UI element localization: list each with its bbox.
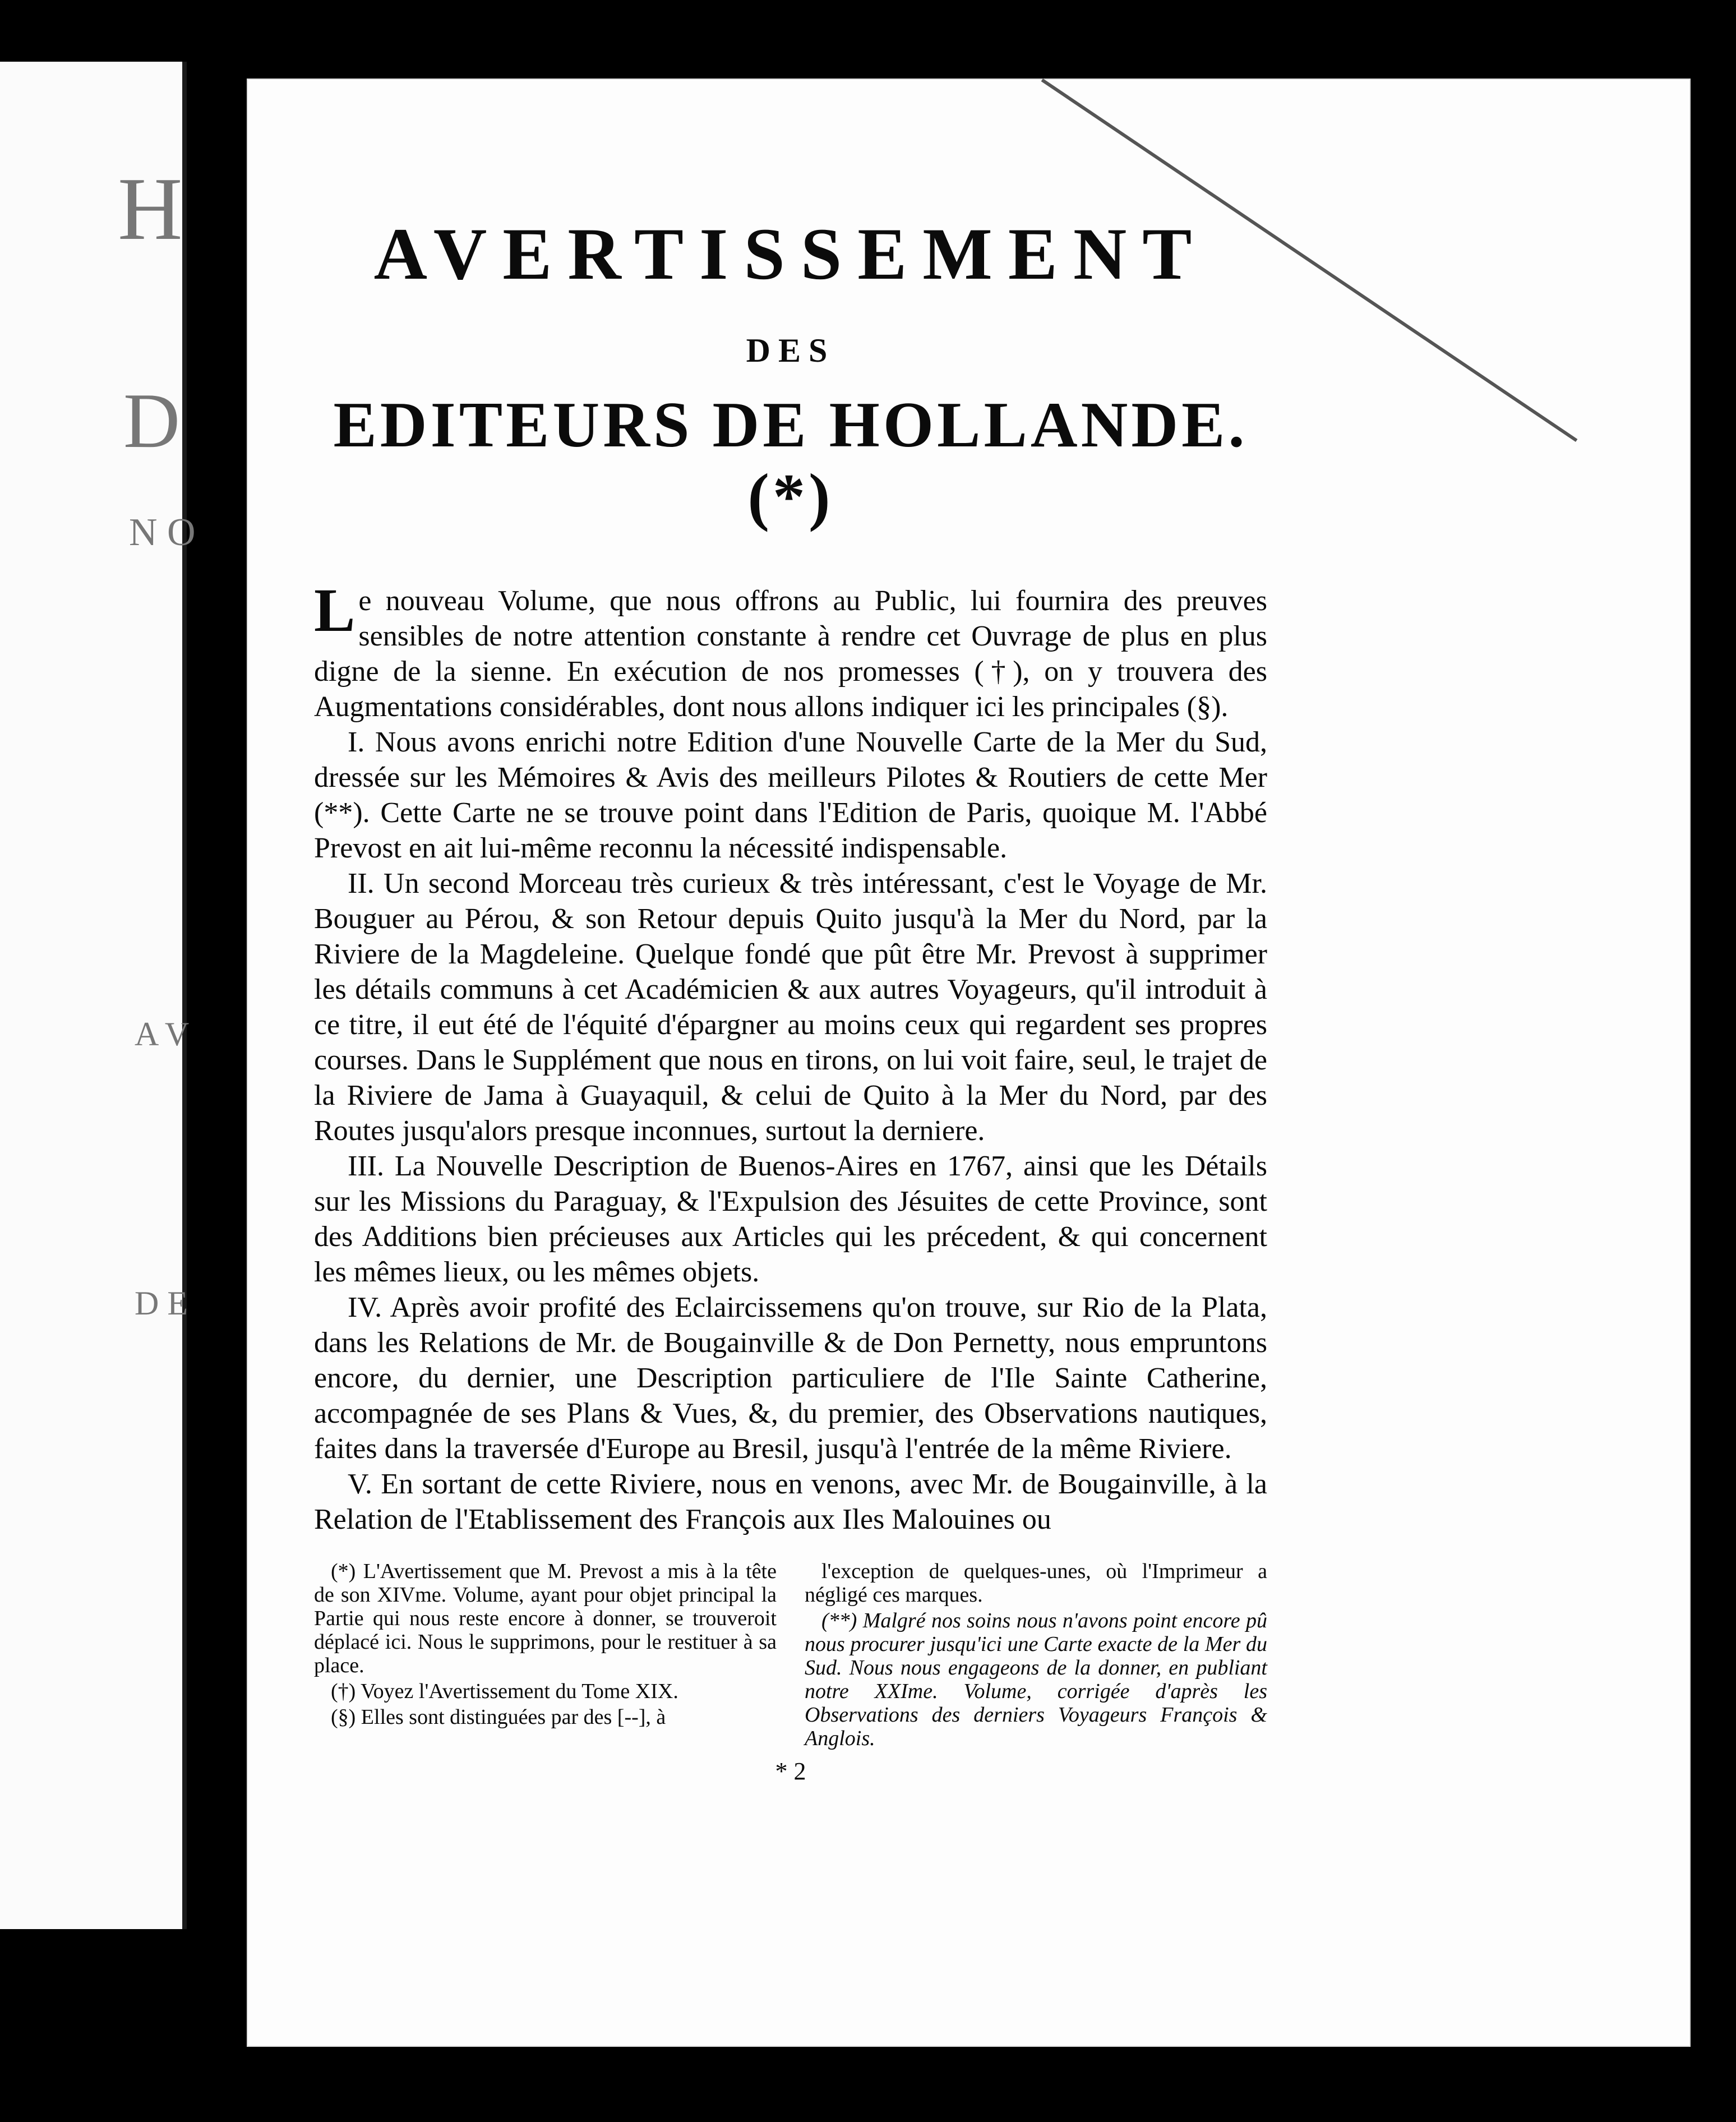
paragraph-iv: IV. Après avoir profité des Eclaircissemens qu'on trouve, sur Rio de la Plata, dans les Relations de Mr. de Bougainville & de Don Pernetty, nous empruntons encore, du dernier, une Description particuliere de l'Ile Sainte Catherine, accompagnée de ses Plans & Vues, &, du premier, des Observations nautiques, faites dans la traversée d'Europe au Bresil, jusqu'à l'entrée de la même Riviere. (314, 1291, 1267, 1465)
edge-letter: A V (135, 1016, 190, 1053)
edge-letter: H (118, 159, 183, 259)
paragraph-v: V. En sortant de cette Riviere, nous en venons, avec Mr. de Bougainville, à la Relation de l'Etablissement des François aux Iles Malouines ou (314, 1468, 1267, 1536)
title-des: DES (746, 332, 835, 370)
paragraph-ii: II. Un second Morceau très curieux & très intéressant, c'est le Voyage de Mr. Bouguer au Pérou, & son Retour depuis Quito jusqu'à la Mer du Nord, par la Riviere de la Magdeleine. Quelque fondé que pût être Mr. Prevost à supprimer les détails communs à cet Académicien & aux autres Voyageurs, qu'il introduit à ce titre, il eut été de l'équité d'épargner au moins ceux qui regardent ses propres courses. Dans le Supplément que nous en tirons, on lui voit faire, seul, le trajet de la Riviere de Jama à Guayaquil, & celui de Quito à la Mer du Nord, par des Routes jusqu'alors presque inconnues, surtout la derniere. (314, 868, 1267, 1147)
footnotes-right-column (805, 1560, 1267, 1752)
edge-letter: D (123, 377, 181, 464)
footnote-section-continued: l'exception de quelques-unes, où l'Imprimeur a négligé ces marques. (805, 1560, 1267, 1607)
paragraph-i: I. Nous avons enrichi notre Edition d'une Nouvelle Carte de la Mer du Sud, dressée sur les Mémoires & Avis des meilleurs Pilotes & Routiers de cette Mer (**). Cette Carte ne se trouve point dans l'Edition de Paris, quoique M. l'Abbé Prevost en ait lui-même reconnu la nécessité indispensable. (314, 726, 1267, 865)
title-avertissement: AVERTISSEMENT (373, 213, 1208, 295)
footnote-dagger: (†) Voyez l'Avertissement du Tome XIX. (331, 1680, 678, 1704)
page-content (314, 213, 1267, 1786)
edge-letter: N O (129, 511, 196, 554)
footnotes (314, 1560, 1267, 1752)
footnote-section: (§) Elles sont distinguées par des [--], à (331, 1705, 666, 1729)
left-page-edge (0, 62, 196, 1929)
title-editeurs: EDITEURS DE HOLLANDE.(*) (333, 389, 1248, 533)
footnote-asterisk: (*) L'Avertissement que M. Prevost a mis à la tête de son XIVme. Volume, ayant pour objet principal la Partie qui nous reste encore à donner, se trouveroit déplacé ici. Nous le supprimons, pour le restituer à sa place. (314, 1560, 777, 1678)
footnotes-left-column (314, 1560, 777, 1752)
paragraph-intro: Le nouveau Volume, que nous offrons au Public, lui fournira des preuves sensibles de notre attention constante à rendre cet Ouvrage de plus en plus digne de la sienne. En exécution de nos promesses (†), on y trouvera des Augmentations considérables, dont nous allons indiquer ici les principales (§). (314, 576, 1267, 723)
signature-mark: * 2 (775, 1757, 806, 1786)
body-text (314, 576, 1267, 1537)
footnote-double-asterisk: (**) Malgré nos soins nous n'avons point encore pû nous procurer jusqu'ici une Carte exacte de la Mer du Sud. Nous nous engageons de la donner, en publiant notre XXIme. Volume, corrigée d'après les Observations des derniers Voyageurs François & Anglois. (805, 1609, 1267, 1751)
paragraph-iii: III. La Nouvelle Description de Buenos-Aires en 1767, ainsi que les Détails sur les Missions du Paraguay, & l'Expulsion des Jésuites de cette Province, sont des Additions bien précieuses aux Articles qui les précedent, & qui concernent les mêmes lieux, ou les mêmes objets. (314, 1150, 1267, 1289)
edge-letter: D E (135, 1285, 188, 1322)
